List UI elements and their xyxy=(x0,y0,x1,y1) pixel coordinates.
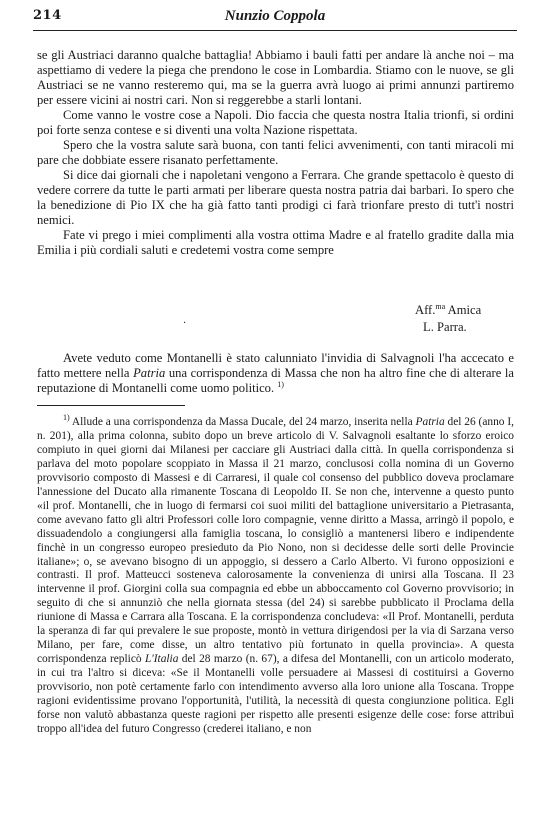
footnote-text-2: del 26 (anno I, n. 201), alla prima colonna, subito dopo un breve articolo di V. Salvagnoli esaltante lo sforzo eroico compiuto in quei giorni dai Milanesi per cacciare gli Austriaci dalla città. In quella corrispondenza si parlava del moto popolare scoppiato in Massa il 21 marzo, conclusosi colla nomina di un Governo provvisorio composto di Massesi e di Carraresi, il quale col consenso del pubblico doveva proclamare l'annessione del Ducato alla rimanente Toscana di Leopoldo II. Se non che, intervenne a questo punto «il prof. Montanelli, che in luogo di fermarsi coi suoi militi del battaglione universitario a Pietrasanta, come avevano fatto gli altri Professori colle loro compagnie, venne diritto a Massa, arringò il popolo, e dissuadendolo a congiungersi alla famiglia toscana, lo consigliò a mantenersi libero e indipendente finchè in un congresso europeo presieduto da Pio Nono, non si decidesse delle sorti delle Provincie italiane»; o, se avevano bisogno di un appoggio, si dessero a Carlo Alberto. Vi furono opposizioni e contrasti. Il prof. Matteucci sosteneva calorosamente la convenienza di unirsi alla Toscana. Il 23 intervenne il prof. Giorgini colla sua compagnia ed ebbe un abboccamento col Governo provvisorio; in seguito di che si annunziò che nella giornata stessa (del 24) si sarebbe pubblicato il Proclama della riunione di Massa e Carrara alla Toscana. E la corrispondenza concludeva: «Il Prof. Montanelli, perduta la speranza di far qui prevalere le sue proposte, montò in vettura dirigendosi per la via di Sarzana verso Milano, per fare, come disse, un altro tentativo più fortunato in quella provincia». A questa corrispondenza replicò xyxy=(37,416,514,666)
footnote-text-1: Allude a una corrispondenza da Massa Ducale, del 24 marzo, inserita nella xyxy=(69,416,416,428)
footnote xyxy=(37,413,514,737)
commentary xyxy=(37,351,514,396)
footnote-italic-1: Patria xyxy=(415,416,445,428)
footnote-rule xyxy=(37,405,185,406)
page-number: 214 xyxy=(33,8,62,23)
closing-word: Amica xyxy=(445,303,482,317)
letter-closing xyxy=(415,302,481,336)
footnote-reference: 1) xyxy=(277,379,284,389)
commentary-italic: Patria xyxy=(133,366,166,380)
commentary-text-1: Avete veduto come Montanelli è stato calunniato l'invidia di Salvagnoli l'ha accecato e fatto mettere nella xyxy=(37,351,514,380)
letter-paragraph: Si dice dai giornali che i napoletani vengono a Ferrara. Che grande spettacolo è questo di vedere correre da tutte le parti armati per liberare questa nostra patria dai barbari. Io spero che la benedizione di Pio IX che ha già fatto tanti prodigi ci farà trionfare presto di tutt'i nostri nemici. xyxy=(37,168,514,227)
signature: L. Parra. xyxy=(423,320,467,334)
header-rule xyxy=(33,30,517,31)
commentary-text-2: una corrispondenza di Massa che non ha altro fine che di alterare la reputazione di Montanelli come uomo politico. xyxy=(37,366,514,395)
letter-body xyxy=(37,48,514,258)
commentary-paragraph xyxy=(37,351,514,396)
footnote-italic-2: L'Italia xyxy=(144,653,179,666)
page-header xyxy=(33,8,517,28)
footnote-marker: 1) xyxy=(63,413,70,423)
letter-paragraph: se gli Austriaci daranno qualche battaglia! Abbiamo i bauli fatti per andare là anche noi – ma aspettiamo di vedere la piega che prendono le cose in Lombardia. Stiamo con le nuove, se gli Austriaci se ne vanno resteremo qui, ma se la guerra avrà luogo ai primi annunzi partiremo per essere vicini ai nostri cari. Non si reggerebbe a starli lontani. xyxy=(37,48,514,107)
letter-paragraph: Fate vi prego i miei complimenti alla vostra ottima Madre e al fratello gradite dalla mia Emilia i più cordiali saluti e credetemi vostra come sempre xyxy=(37,228,514,257)
footnote-paragraph xyxy=(37,413,514,737)
closing-line xyxy=(415,302,481,319)
running-title: Nunzio Coppola xyxy=(224,8,326,24)
closing-abbr: Aff. xyxy=(415,303,436,317)
letter-paragraph: Come vanno le vostre cose a Napoli. Dio faccia che questa nostra Italia trionfi, si ordini poi forte senza contese e si diventi una volta Nazione rispettata. xyxy=(37,108,514,137)
letter-paragraph: Spero che la vostra salute sarà buona, con tanti felici avvenimenti, con tanti miracoli mi pare che dobbiate essere risanato perfettamente. xyxy=(37,138,514,167)
closing-superscript: ma xyxy=(435,301,446,311)
stray-mark: · xyxy=(183,318,187,329)
footnote-text-3: del 28 marzo (n. 67), a difesa del Montanelli, con un articolo moderato, in cui tra l'altro si diceva: «Se il Montanelli volle persuadere ai Massesi di costituirsi a Governo provvisorio, non potè certamente farlo con intendimento avverso alla loro unione alla Toscana. Troppe ragioni evidentissime provano l'opportunità, l'utilità, la necessità di questa congiunzione politica. Egli forse non valutò abbastanza queste ragioni per rispetto alle presenti esigenze delle cose: forse attribuì troppo all'idea del futuro Congresso (crederei italiano, e non xyxy=(37,653,514,735)
